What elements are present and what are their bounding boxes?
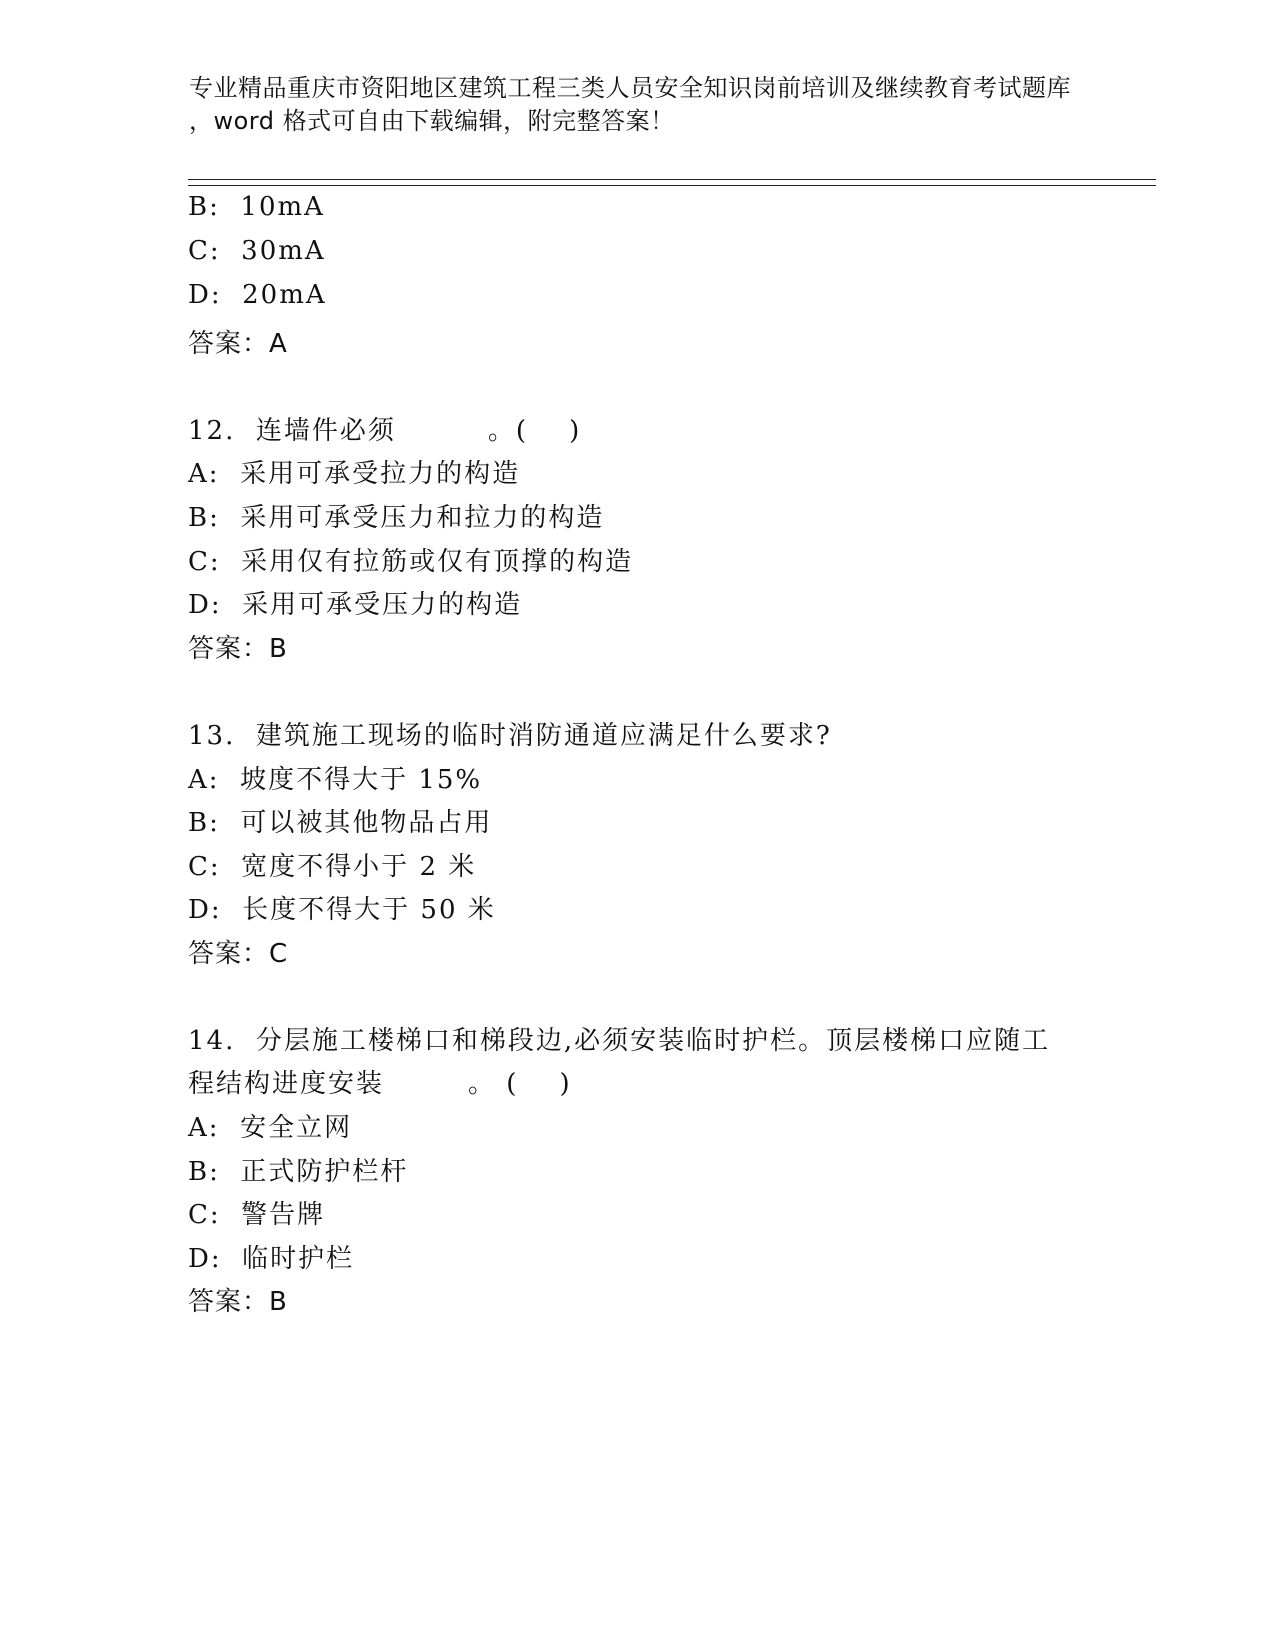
q14-option-c: C: 警告牌 (188, 1200, 326, 1230)
q12-stem-end: 。( ) (487, 416, 582, 446)
q14-option-d: D: 临时护栏 (188, 1244, 355, 1274)
q13-option-a: A: 坡度不得大于 15% (188, 765, 483, 795)
q14-stem-start: 程结构进度安装 (188, 1069, 385, 1099)
q12-answer: 答案：B (188, 634, 288, 664)
q14-stem-line-2 (188, 1063, 572, 1100)
q14-answer: 答案：B (188, 1287, 288, 1317)
q13-option-b: B: 可以被其他物品占用 (188, 808, 493, 838)
q14-option-a: A: 安全立网 (188, 1113, 353, 1143)
q11-option-d: D: 20mA (188, 280, 327, 310)
q12-option-d: D: 采用可承受压力的构造 (188, 590, 523, 620)
header-divider-bottom (188, 185, 1156, 186)
q12-option-b: B: 采用可承受压力和拉力的构造 (188, 503, 605, 533)
q11-answer: 答案：A (188, 329, 288, 359)
q13-option-d: D: 长度不得大于 50 米 (188, 895, 496, 925)
header-divider-top (188, 179, 1156, 180)
q14-stem-line-1: 14. 分层施工楼梯口和梯段边,必须安装临时护栏。顶层楼梯口应随工 (188, 1026, 1051, 1056)
q14-option-b: B: 正式防护栏杆 (188, 1157, 409, 1187)
q11-option-c: C: 30mA (188, 236, 326, 266)
header-title-line-1: 专业精品重庆市资阳地区建筑工程三类人员安全知识岗前培训及继续教育考试题库 (189, 74, 1071, 102)
q12-option-a: A: 采用可承受拉力的构造 (188, 459, 521, 489)
q12-stem (188, 410, 581, 447)
q13-stem: 13. 建筑施工现场的临时消防通道应满足什么要求? (188, 721, 832, 751)
q13-option-c: C: 宽度不得小于 2 米 (188, 852, 477, 882)
q13-answer: 答案：C (188, 939, 289, 969)
q12-stem-start: 12. 连墙件必须 (188, 416, 396, 446)
header-title-line-2: ，word 格式可自由下载编辑，附完整答案！ (189, 107, 675, 135)
q12-option-c: C: 采用仅有拉筋或仅有顶撑的构造 (188, 547, 634, 577)
q14-stem-end: 。 ( ) (468, 1069, 572, 1099)
document-header (189, 72, 1119, 138)
q11-option-b: B: 10mA (188, 192, 325, 222)
